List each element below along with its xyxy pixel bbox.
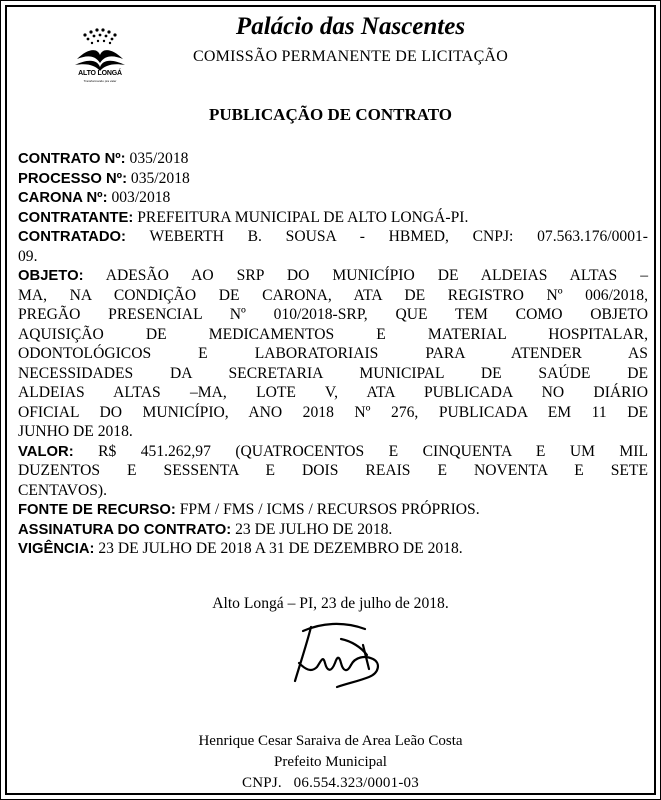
valor-line-2: DUZENTOS E SESSENTA E DOIS REAIS E NOVENTA E SETE (18, 462, 648, 479)
publication-title: PUBLICAÇÃO DE CONTRATO (208, 105, 453, 124)
objeto-line-6: NECESSIDADES DA SECRETARIA MUNICIPAL DE SAÚDE DE (18, 364, 648, 382)
contratado-value-1: WEBERTH B. SOUSA - HBMED, CNPJ: 07.563.176/0001- (149, 228, 648, 245)
contratado-value-2: 09. (18, 247, 38, 265)
vigencia-label: VIGÊNCIA: (18, 541, 95, 557)
valor-text-1: R$ 451.262,97 (QUATROCENTOS E CINQUENTA E UM MIL (98, 442, 648, 460)
assinatura-line (18, 520, 648, 540)
contrato-label: CONTRATO Nº: (18, 151, 126, 167)
fonte-line (18, 500, 648, 520)
logo-text: ALTO LONGÁ (78, 70, 122, 77)
signature-icon (281, 611, 391, 696)
signer-role: Prefeito Municipal (274, 754, 387, 770)
objeto-line-8: OFICIAL DO MUNICÍPIO, ANO 2018 Nº 276, PUBLICADA EM 11 DE (18, 403, 648, 421)
processo-value: 035/2018 (130, 169, 190, 187)
carona-line (18, 188, 648, 208)
vigencia-line (18, 539, 648, 559)
objeto-line-9: JUNHO DE 2018. (18, 423, 133, 440)
processo-line (18, 169, 648, 189)
assinatura-value: 23 DE JULHO DE 2018. (235, 520, 393, 538)
commission-subtitle: COMISSÃO PERMANENTE DE LICITAÇÃO (193, 48, 508, 65)
objeto-line-3: PREGÃO PRESENCIAL Nº 010/2018-SRP, QUE TEM COMO OBJETO (18, 306, 648, 323)
assinatura-label: ASSINATURA DO CONTRATO: (18, 521, 232, 538)
objeto-text-1: ADESÃO AO SRP DO MUNICÍPIO DE ALDEIAS ALTAS – (105, 267, 648, 284)
processo-label: PROCESSO Nº: (18, 170, 127, 187)
contratante-value: PREFEITURA MUNICIPAL DE ALTO LONGÁ-PI. (137, 208, 469, 226)
valor-label: VALOR: (18, 443, 74, 460)
logo-subtext: Transformando pra valer (83, 79, 117, 83)
objeto-line-1 (18, 266, 648, 286)
contrato-line (18, 149, 648, 169)
objeto-line-2: MA, NA CONDIÇÃO DE CARONA, ATA DE REGISTRO Nº 006/2018, (18, 286, 648, 304)
signer-name: Henrique Cesar Saraiva de Area Leão Costa (198, 733, 463, 749)
contract-body (18, 149, 648, 559)
place-date: Alto Longá – PI, 23 de julho de 2018. (212, 595, 449, 612)
contratado-line (18, 227, 648, 247)
fonte-value: FPM / FMS / ICMS / RECURSOS PRÓPRIOS. (179, 501, 480, 518)
valor-line-1 (18, 442, 648, 462)
objeto-line-5: ODONTOLÓGICOS E LABORATORIAIS PARA ATENDER AS (18, 345, 648, 362)
objeto-label: OBJETO: (18, 268, 84, 284)
objeto-line-4: AQUISIÇÃO DE MEDICAMENTOS E MATERIAL HOSPITALAR, (18, 325, 648, 343)
carona-label: CARONA Nº: (18, 190, 108, 206)
objeto-line-7: ALDEIAS ALTAS –MA, LOTE V, ATA PUBLICADA NO DIÁRIO (18, 384, 648, 401)
contratante-line (18, 208, 648, 228)
contratante-label: CONTRATANTE: (18, 209, 134, 226)
valor-line-3: CENTAVOS). (18, 481, 108, 499)
palace-title: Palácio das Nascentes (235, 13, 466, 40)
contratado-line-2 (18, 247, 648, 267)
signer-block (1, 731, 660, 794)
contratado-label: CONTRATADO: (18, 229, 126, 245)
contrato-value: 035/2018 (129, 150, 189, 167)
carona-value: 003/2018 (111, 189, 171, 206)
signer-cnpj: CNPJ. 06.554.323/0001-03 (242, 775, 419, 791)
vigencia-value: 23 DE JULHO DE 2018 A 31 DE DEZEMBRO DE 2018. (98, 540, 463, 557)
fonte-label: FONTE DE RECURSO: (18, 502, 176, 518)
